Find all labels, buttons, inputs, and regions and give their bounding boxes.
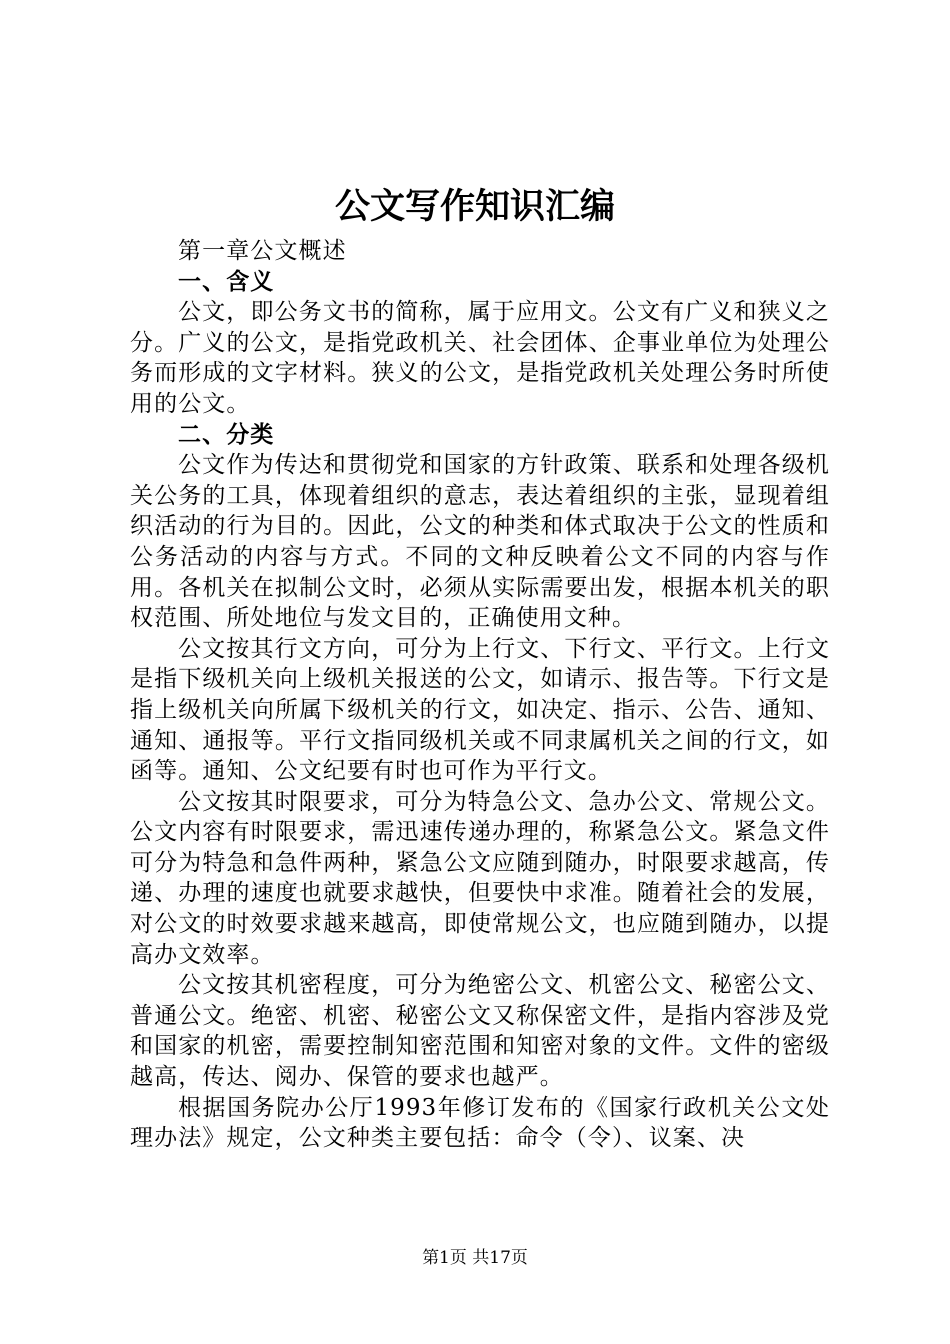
paragraph: 公文按其时限要求，可分为特急公文、急办公文、常规公文。公文内容有时限要求，需迅速传递办理的，称紧急公文。紧急文件可分为特急和急件两种，紧急公文应随到随办，时限要求越高，传递、办理的速度也就要求越快，但要快中求准。随着社会的发展，对公文的时效要求越来越高，即使常规公文，也应随到随办，以提高办文效率。 <box>130 788 830 968</box>
page-footer: 第1页 共17页 <box>422 1248 528 1268</box>
section-heading-classification: 二、分类 <box>178 420 275 448</box>
document-body <box>130 236 830 1154</box>
section-heading-meaning: 一、含义 <box>178 267 275 295</box>
chapter-heading: 第一章公文概述 <box>178 238 347 264</box>
paragraph: 公文按其机密程度，可分为绝密公文、机密公文、秘密公文、普通公文。绝密、机密、秘密公文又称保密文件，是指内容涉及党和国家的机密，需要控制知密范围和知密对象的文件。文件的密级越高，传达、阅办、保管的要求也越严。 <box>130 972 830 1091</box>
document-title: 公文写作知识汇编 <box>334 186 615 227</box>
paragraph: 公文按其行文方向，可分为上行文、下行文、平行文。上行文是指下级机关向上级机关报送的公文，如请示、报告等。下行文是指上级机关向所属下级机关的行文，如决定、指示、公告、通知、通知、通报等。平行文指同级机关或不同隶属机关之间的行文，如函等。通知、公文纪要有时也可作为平行文。 <box>130 635 830 785</box>
paragraph: 公文，即公务文书的简称，属于应用文。公文有广义和狭义之分。广义的公文，是指党政机关、社会团体、企事业单位为处理公务而形成的文字材料。狭义的公文，是指党政机关处理公务时所使用的公文。 <box>130 299 830 417</box>
paragraph: 根据国务院办公厅1993年修订发布的《国家行政机关公文处理办法》规定，公文种类主要包括：命令（令）、议案、决 <box>130 1094 830 1152</box>
paragraph: 公文作为传达和贯彻党和国家的方针政策、联系和处理各级机关公务的工具，体现着组织的意志，表达着组织的主张，显现着组织活动的行为目的。因此，公文的种类和体式取决于公文的性质和公务活动的内容与方式。不同的文种反映着公文不同的内容与作用。各机关在拟制公文时，必须从实际需要出发，根据本机关的职权范围、所处地位与发文目的，正确使用文种。 <box>130 452 830 632</box>
